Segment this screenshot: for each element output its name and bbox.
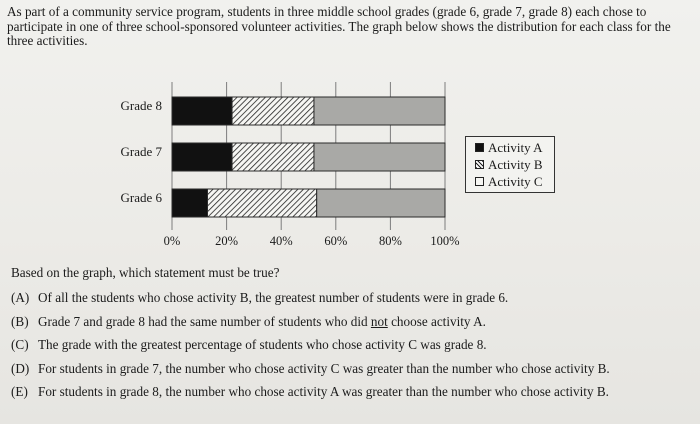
x-tick-label: 0% <box>163 234 181 248</box>
legend-label: Activity B <box>488 157 543 172</box>
answer-choices <box>11 290 610 408</box>
x-tick-label: 40% <box>269 234 293 248</box>
bar-activity-a <box>172 143 232 171</box>
bars <box>172 97 445 217</box>
bar-activity-c <box>314 143 445 171</box>
bar-activity-a <box>172 189 207 217</box>
choice-text: The grade with the greatest percentage of students who chose activity C was grade 8. <box>38 337 487 352</box>
choice-text: For students in grade 7, the number who chose activity C was greater than the number who chose activity B. <box>38 360 610 376</box>
choice-letter: (B) <box>11 313 29 329</box>
category-label: Grade 7 <box>120 144 162 159</box>
question-text: Based on the graph, which statement must be true? <box>11 265 280 280</box>
legend-label: Activity A <box>488 140 543 155</box>
x-tick-label: 80% <box>378 234 402 248</box>
bar-activity-b <box>232 143 314 171</box>
legend-item-activity-a <box>475 139 554 156</box>
chart-legend <box>465 136 555 193</box>
choice-letter: (C) <box>11 337 29 352</box>
legend-swatch-solid <box>475 143 484 152</box>
bar-activity-c <box>317 189 445 217</box>
x-tick-label: 60% <box>324 234 348 248</box>
intro-paragraph: As part of a community service program, students in three middle school grades (grade 6, grade 7, grade 8) each chose to participate in one of three school-sponsored volunteer activities. The graph below shows the distribution for each class for the three activities. <box>7 4 671 48</box>
x-axis-ticks <box>164 234 460 248</box>
choice-text: choose activity A. <box>387 313 486 329</box>
choice-letter: (A) <box>11 290 30 305</box>
legend-item-activity-c <box>475 173 554 190</box>
choice-letter: (E) <box>11 384 28 399</box>
choice-a[interactable] <box>11 290 610 314</box>
choice-d[interactable] <box>11 361 610 385</box>
bar-activity-b <box>207 189 316 217</box>
choice-text: Grade 7 and grade 8 had the same number of students who did <box>38 313 371 329</box>
choice-text: Of all the students who chose activity B, the greatest number of students were in grade 6. <box>38 290 509 305</box>
x-tick-label: 20% <box>215 234 239 248</box>
x-tick-label: 100% <box>430 234 460 248</box>
legend-swatch-hatched <box>475 160 484 169</box>
bar-activity-a <box>172 97 232 125</box>
legend-swatch-light <box>475 177 484 186</box>
category-labels <box>120 98 162 205</box>
bar-activity-c <box>314 97 445 125</box>
category-label: Grade 6 <box>120 190 162 205</box>
legend-item-activity-b <box>475 156 554 173</box>
choice-b[interactable] <box>11 314 610 338</box>
legend-label: Activity C <box>488 174 543 189</box>
choice-letter: (D) <box>11 360 30 376</box>
category-label: Grade 8 <box>120 98 162 113</box>
choice-text: For students in grade 8, the number who chose activity A was greater than the number who chose activity B. <box>38 384 609 399</box>
choice-e[interactable] <box>11 384 610 408</box>
bar-activity-b <box>232 97 314 125</box>
choice-c[interactable] <box>11 337 610 361</box>
choice-emphasis: not <box>370 313 388 329</box>
